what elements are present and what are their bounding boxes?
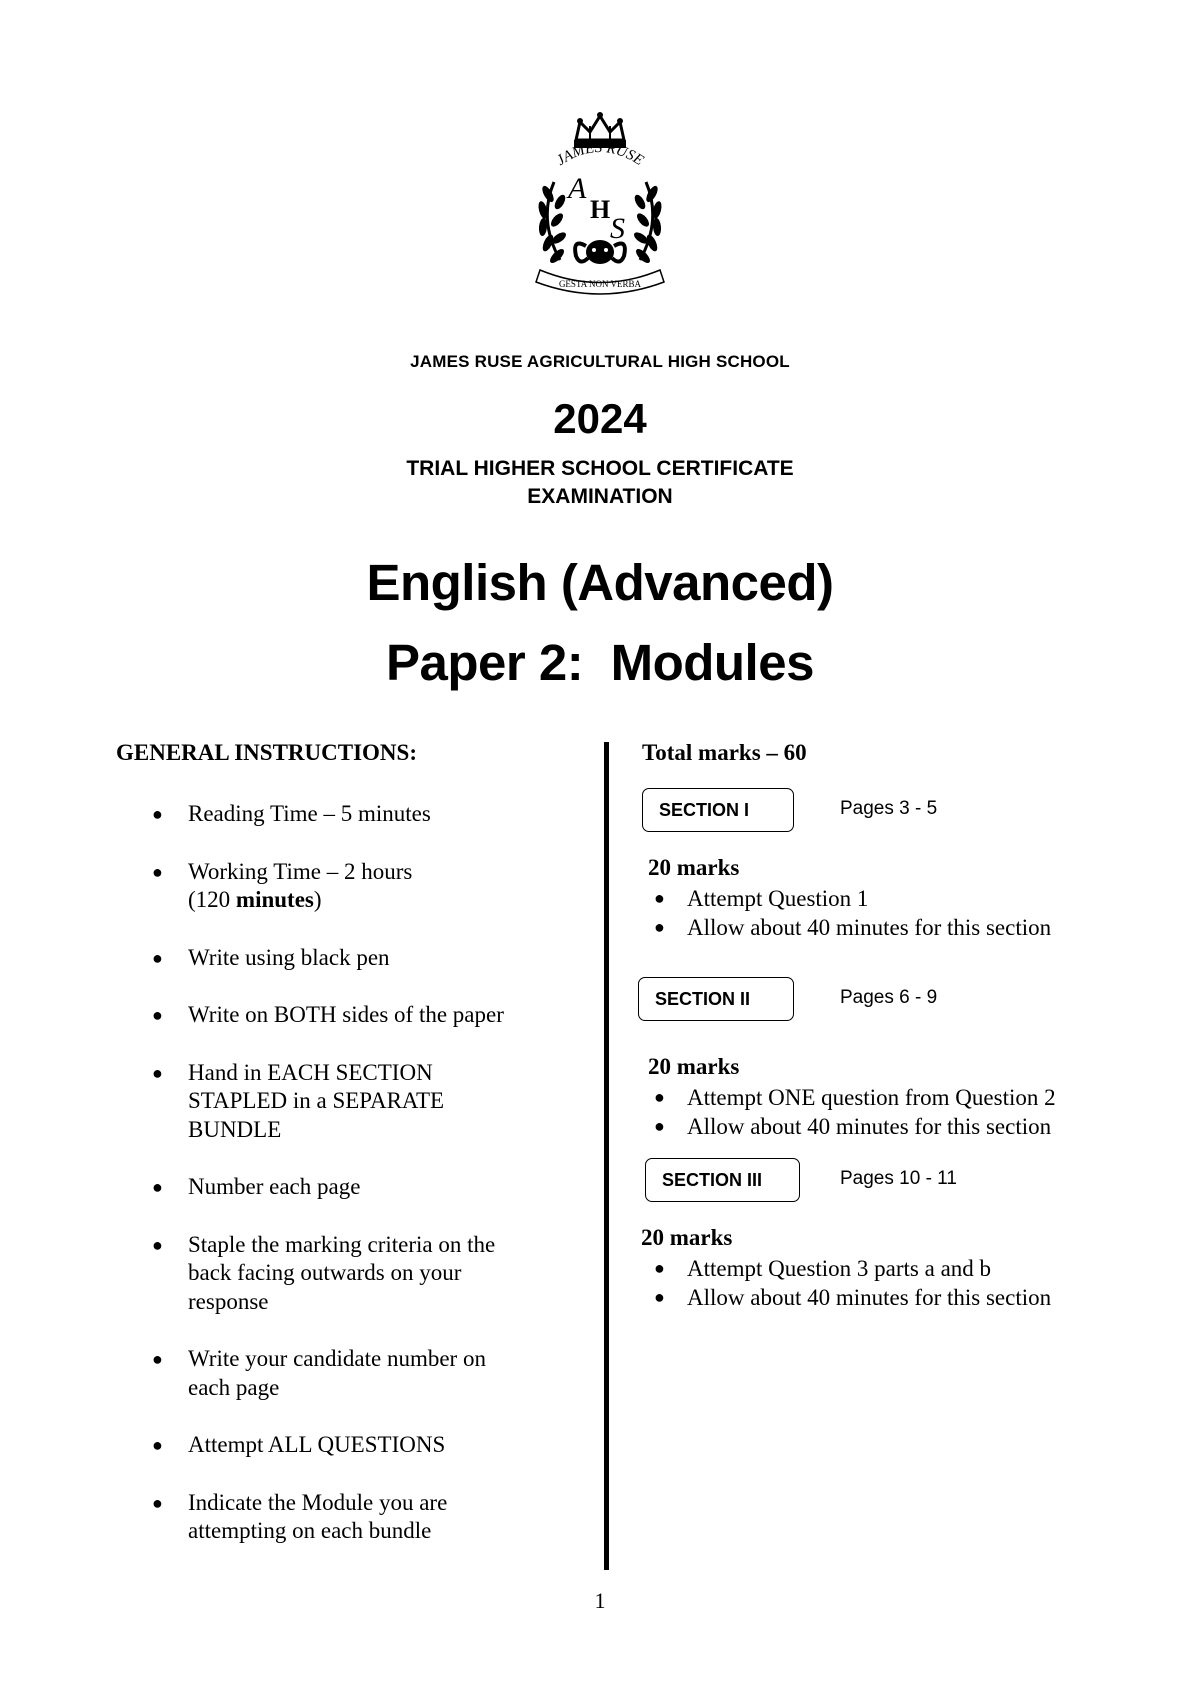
instruction-item	[150, 1431, 510, 1460]
instruction-item	[150, 1001, 510, 1030]
instruction-working-time-open: (120	[188, 887, 236, 912]
crest-monogram-a: A	[568, 172, 587, 205]
list-item	[642, 1254, 1051, 1283]
instructions-heading: GENERAL INSTRUCTIONS:	[116, 740, 417, 765]
exam-type-line-2: EXAMINATION	[527, 485, 673, 508]
ram-head-icon	[575, 240, 625, 264]
bullet-icon: ●	[654, 1116, 665, 1136]
section-1-label: SECTION I	[642, 788, 794, 832]
section-1-bullets	[642, 884, 1051, 942]
instruction-working-time: Working Time – 2 hours	[188, 858, 413, 884]
instruction-item	[150, 800, 510, 829]
paper-title: Paper 2: Modules	[386, 634, 814, 691]
instruction-module: Indicate the Module you are attempting on each bundle	[188, 1489, 448, 1543]
bullet-icon: ●	[152, 1435, 163, 1455]
instruction-both-sides: Write on BOTH sides of the paper	[188, 1002, 504, 1027]
column-divider	[604, 742, 609, 1570]
bullet-icon: ●	[654, 888, 665, 908]
section-1-bullet-2: Allow about 40 minutes for this section	[687, 915, 1052, 940]
instruction-item	[150, 944, 510, 973]
school-name: JAMES RUSE AGRICULTURAL HIGH SCHOOL	[410, 352, 790, 371]
section-2-bullets	[642, 1083, 1056, 1141]
instruction-item	[150, 1489, 510, 1546]
instruction-candidate-number: Write your candidate number on each page	[188, 1346, 486, 1400]
bullet-icon: ●	[152, 1492, 163, 1513]
instruction-hand-in: Hand in EACH SECTION STAPLED in a SEPARATE BUNDLE	[188, 1059, 445, 1142]
list-item	[642, 1112, 1056, 1141]
section-3-bullet-1: Attempt Question 3 parts a and b	[687, 1256, 992, 1281]
bullet-icon: ●	[152, 1177, 163, 1197]
section-1-bullet-1: Attempt Question 1	[687, 886, 869, 911]
list-item	[642, 884, 1051, 913]
section-3-bullet-2: Allow about 40 minutes for this section	[687, 1285, 1052, 1310]
section-3-pages: Pages 10 - 11	[840, 1168, 957, 1189]
instruction-black-pen: Write using black pen	[188, 944, 390, 970]
section-3-label: SECTION III	[645, 1158, 800, 1202]
bullet-icon: ●	[152, 1005, 163, 1025]
section-2-label: SECTION II	[638, 977, 794, 1021]
section-2-bullet-1: Attempt ONE question from Question 2	[687, 1085, 1056, 1110]
exam-type-line-1: TRIAL HIGHER SCHOOL CERTIFICATE	[406, 457, 794, 480]
subject-title: English (Advanced)	[366, 554, 834, 611]
bullet-icon: ●	[654, 917, 665, 937]
crest-monogram-s: S	[610, 212, 625, 245]
exam-type	[0, 455, 1200, 511]
instruction-item	[150, 1173, 510, 1202]
section-3-marks: 20 marks	[641, 1225, 733, 1250]
list-item	[642, 1283, 1051, 1312]
page-number: 1	[594, 1588, 606, 1613]
section-1-marks: 20 marks	[648, 855, 740, 880]
section-2-bullet-2: Allow about 40 minutes for this section	[687, 1114, 1052, 1139]
instruction-attempt-all: Attempt ALL QUESTIONS	[188, 1432, 446, 1457]
bullet-icon: ●	[152, 861, 163, 882]
instruction-staple: Staple the marking criteria on the back facing outwards on your response	[188, 1231, 496, 1314]
bullet-icon: ●	[152, 1062, 163, 1083]
section-1-pages: Pages 3 - 5	[840, 798, 938, 819]
section-2-pages: Pages 6 - 9	[840, 987, 938, 1008]
instruction-working-time-close: )	[313, 887, 322, 912]
bullet-icon: ●	[654, 1087, 665, 1107]
instruction-working-time-bold: minutes	[235, 887, 314, 912]
instruction-item	[150, 1345, 510, 1402]
motto-ribbon	[536, 270, 664, 294]
instruction-item	[150, 1059, 510, 1145]
bullet-icon: ●	[152, 804, 163, 824]
crest-arc-text: JAMES RUSE	[553, 139, 647, 170]
bullet-icon: ●	[654, 1258, 665, 1278]
bullet-icon: ●	[654, 1287, 665, 1307]
bullet-icon: ●	[152, 1349, 163, 1369]
total-marks: Total marks – 60	[642, 740, 807, 765]
list-item	[642, 913, 1051, 942]
instruction-item	[150, 1231, 510, 1317]
instruction-number-page: Number each page	[188, 1174, 361, 1199]
crest-monogram-h: H	[590, 195, 611, 224]
school-crest-logo	[530, 110, 670, 300]
bullet-icon: ●	[152, 1234, 163, 1255]
crest-motto: GESTA NON VERBA	[558, 279, 642, 289]
section-2-marks: 20 marks	[648, 1054, 740, 1079]
list-item	[642, 1083, 1056, 1112]
instruction-item	[150, 858, 510, 915]
exam-year: 2024	[553, 395, 647, 442]
section-3-bullets	[642, 1254, 1051, 1312]
bullet-icon: ●	[152, 947, 163, 968]
instruction-reading-time: Reading Time – 5 minutes	[188, 801, 431, 826]
instructions-list	[150, 800, 510, 1575]
